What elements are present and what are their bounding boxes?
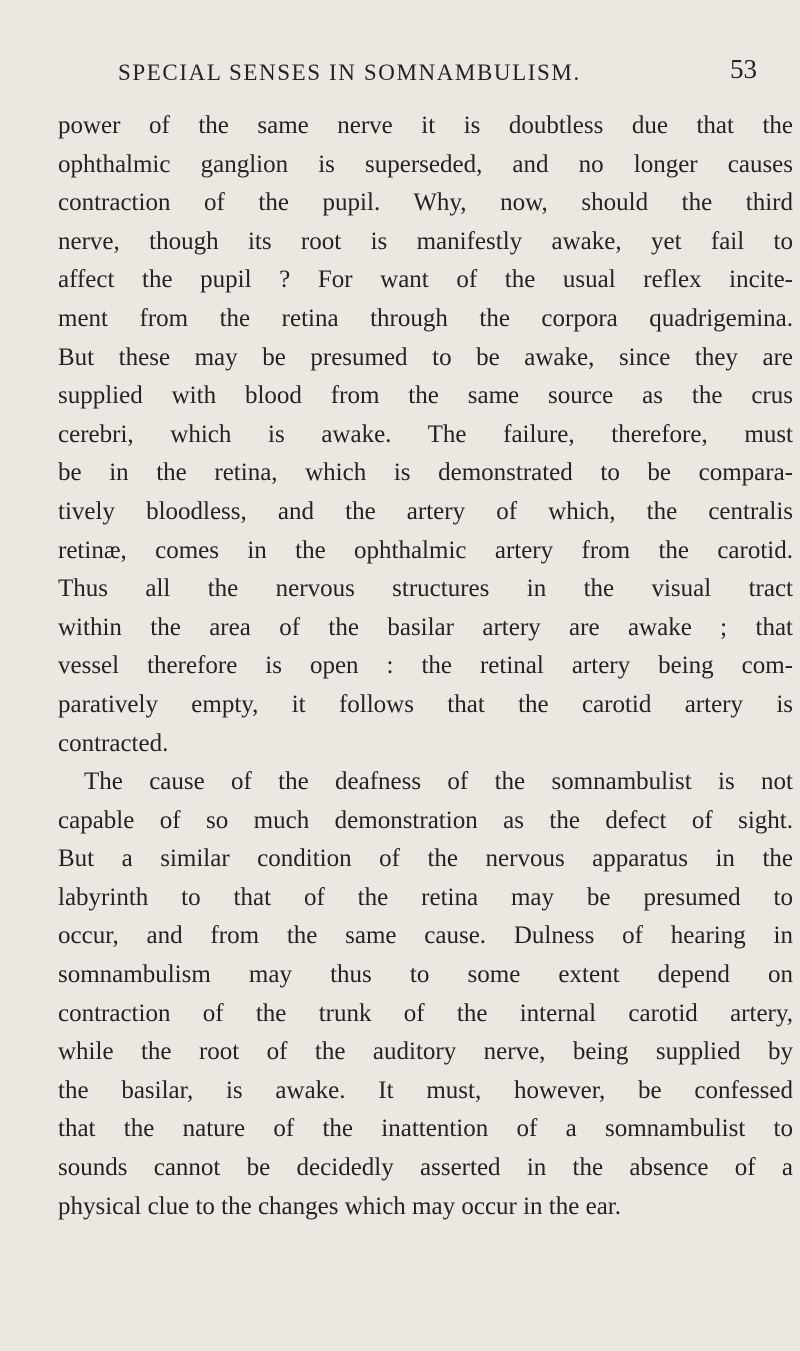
text-line: the basilar, is awake. It must, however, be confessed <box>58 1076 793 1104</box>
text-line: power of the same nerve it is doubtless due that the <box>58 112 793 139</box>
text-line: retinæ, comes in the ophthalmic artery from the carotid. <box>58 536 793 564</box>
text-line: while the root of the auditory nerve, being supplied by <box>58 1038 793 1066</box>
text-line: sounds cannot be decidedly asserted in the absence of a <box>58 1154 793 1182</box>
text-line: ment from the retina through the corpora quadrigemina. <box>58 304 793 332</box>
text-line: be in the retina, which is demonstrated to be compara- <box>58 459 793 487</box>
body-text <box>58 107 793 1226</box>
running-head <box>0 54 800 100</box>
text-line: Thus all the nervous structures in the visual tract <box>58 575 793 603</box>
text-line: The cause of the deafness of the somnambulist is not <box>84 768 793 796</box>
text-line: But these may be presumed to be awake, since they are <box>58 343 793 371</box>
text-line: within the area of the basilar artery are awake ; that <box>58 613 793 641</box>
text-line: contraction of the trunk of the internal carotid artery, <box>58 999 793 1027</box>
page-number: 53 <box>730 54 757 84</box>
text-line: nerve, though its root is manifestly awake, yet fail to <box>58 227 793 255</box>
text-line: affect the pupil ? For want of the usual reflex incite- <box>58 266 793 294</box>
text-line: capable of so much demonstration as the defect of sight. <box>58 806 793 834</box>
paragraph-2 <box>58 763 793 1226</box>
text-line: But a similar condition of the nervous apparatus in the <box>58 845 793 873</box>
text-line: occur, and from the same cause. Dulness of hearing in <box>58 922 793 950</box>
text-line: supplied with blood from the same source as the crus <box>58 382 793 410</box>
text-line: contracted. <box>58 729 169 757</box>
text-line: cerebri, which is awake. The failure, therefore, must <box>58 420 793 448</box>
text-line: somnambulism may thus to some extent depend on <box>58 961 793 989</box>
text-line: ophthalmic ganglion is superseded, and no longer causes <box>58 150 793 178</box>
text-line: paratively empty, it follows that the carotid artery is <box>58 690 793 718</box>
running-title: SPECIAL SENSES IN SOMNAMBULISM. <box>118 60 581 85</box>
text-line: physical clue to the changes which may occur in the ear. <box>58 1192 621 1220</box>
paragraph-1 <box>58 107 793 763</box>
text-line: tively bloodless, and the artery of which, the centralis <box>58 497 793 525</box>
text-line: labyrinth to that of the retina may be presumed to <box>58 883 793 911</box>
text-line: contraction of the pupil. Why, now, should the third <box>58 189 793 217</box>
text-line: that the nature of the inattention of a somnambulist to <box>58 1115 793 1143</box>
text-line: vessel therefore is open : the retinal artery being com- <box>58 652 793 680</box>
